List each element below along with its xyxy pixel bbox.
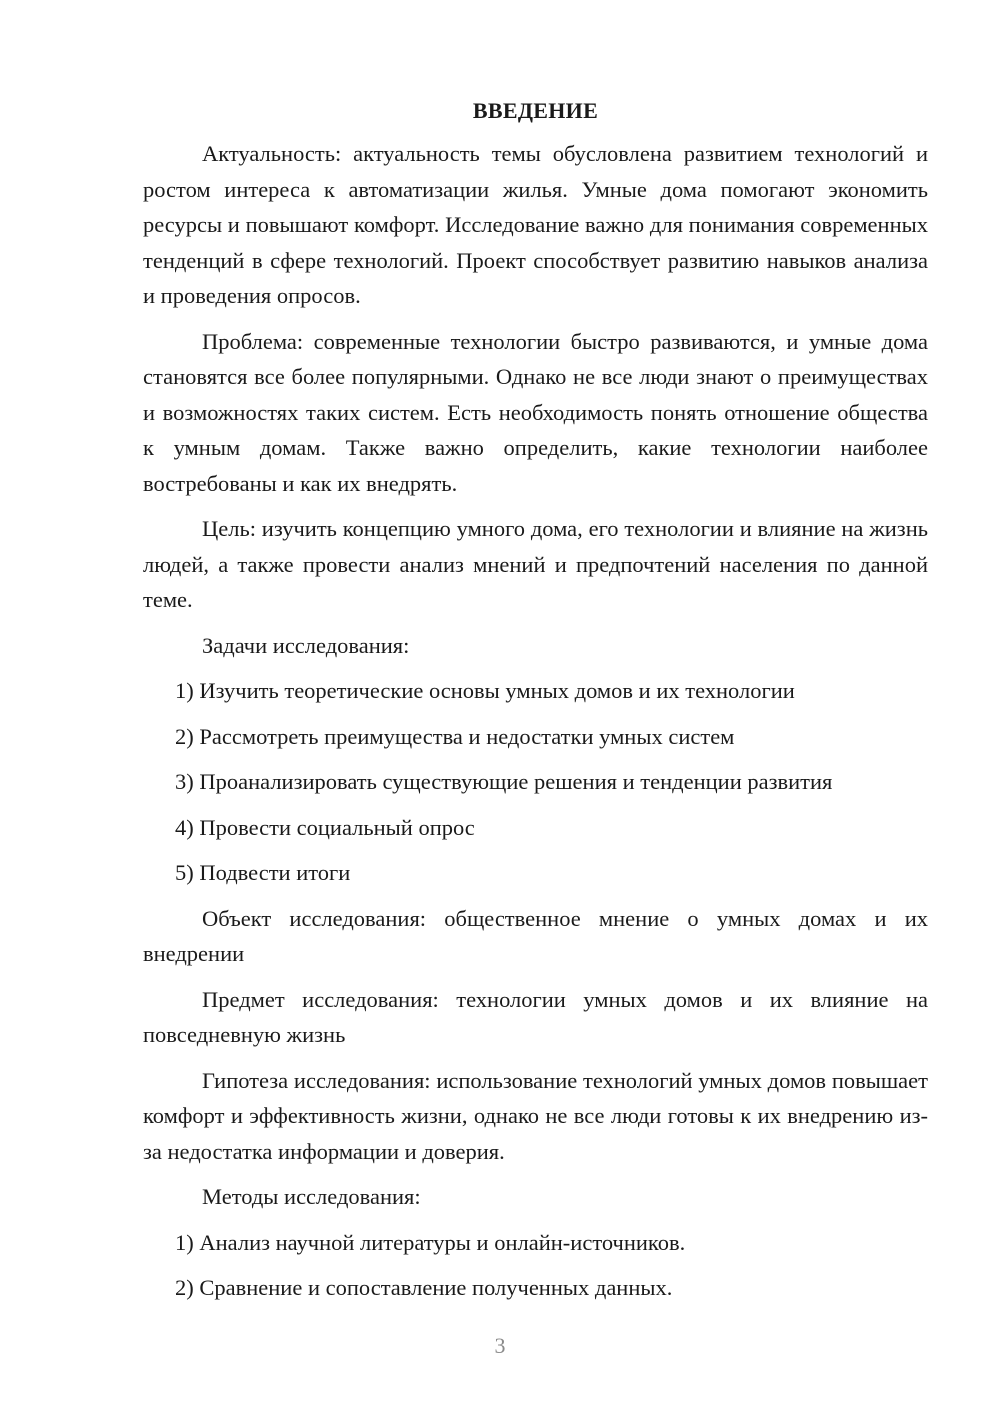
subject-paragraph: Предмет исследования: технологии умных домов и их влияние на повседневную жизнь: [143, 986, 928, 1047]
problem-paragraph: Проблема: современные технологии быстро развиваются, и умные дома становятся все более популярными. Однако не все люди знают о преимуществах и возможностях таких систем. Есть необходимость понять отношение общества к умным домам. Также важно определить, какие технологии наиболее востребованы и как их внедрять.: [143, 328, 928, 496]
methods-label: Методы исследования:: [202, 1184, 421, 1209]
method-item: 1) Анализ научной литературы и онлайн-источников.: [175, 1229, 686, 1255]
tasks-list: [143, 673, 928, 891]
goal-paragraph: Цель: изучить концепцию умного дома, его технологии и влияние на жизнь людей, а также провести анализ мнений и предпочтений населения по данной теме.: [143, 516, 928, 612]
method-item: 2) Сравнение и сопоставление полученных данных.: [175, 1275, 673, 1300]
relevance-paragraph: Актуальность: актуальность темы обусловлена развитием технологий и ростом интереса к автоматизации жилья. Умные дома помогают экономить ресурсы и повышают комфорт. Исследование важно для понимания современных тенденций в сфере технологий. Проект способствует развитию навыков анализа и проведения опросов.: [143, 141, 928, 308]
task-item: 1) Изучить теоретические основы умных домов и их технологии: [175, 678, 795, 703]
page-number: 3: [494, 1333, 506, 1358]
hypothesis-paragraph: Гипотеза исследования: использование технологий умных домов повышает комфорт и эффективность жизни, однако не все люди готовы к их внедрению из-за недостатка информации и доверия.: [143, 1067, 928, 1164]
section-title: ВВЕДЕНИЕ: [472, 98, 599, 123]
task-item: 5) Подвести итоги: [175, 860, 351, 885]
methods-list: [143, 1225, 928, 1306]
document-page: [143, 96, 928, 1306]
object-paragraph: Объект исследования: общественное мнение о умных домах и их внедрении: [143, 905, 928, 966]
tasks-label: Задачи исследования:: [202, 632, 410, 658]
task-item: 2) Рассмотреть преимущества и недостатки умных систем: [175, 723, 735, 749]
task-item: 3) Проанализировать существующие решения и тенденции развития: [175, 769, 833, 794]
task-item: 4) Провести социальный опрос: [175, 814, 475, 840]
